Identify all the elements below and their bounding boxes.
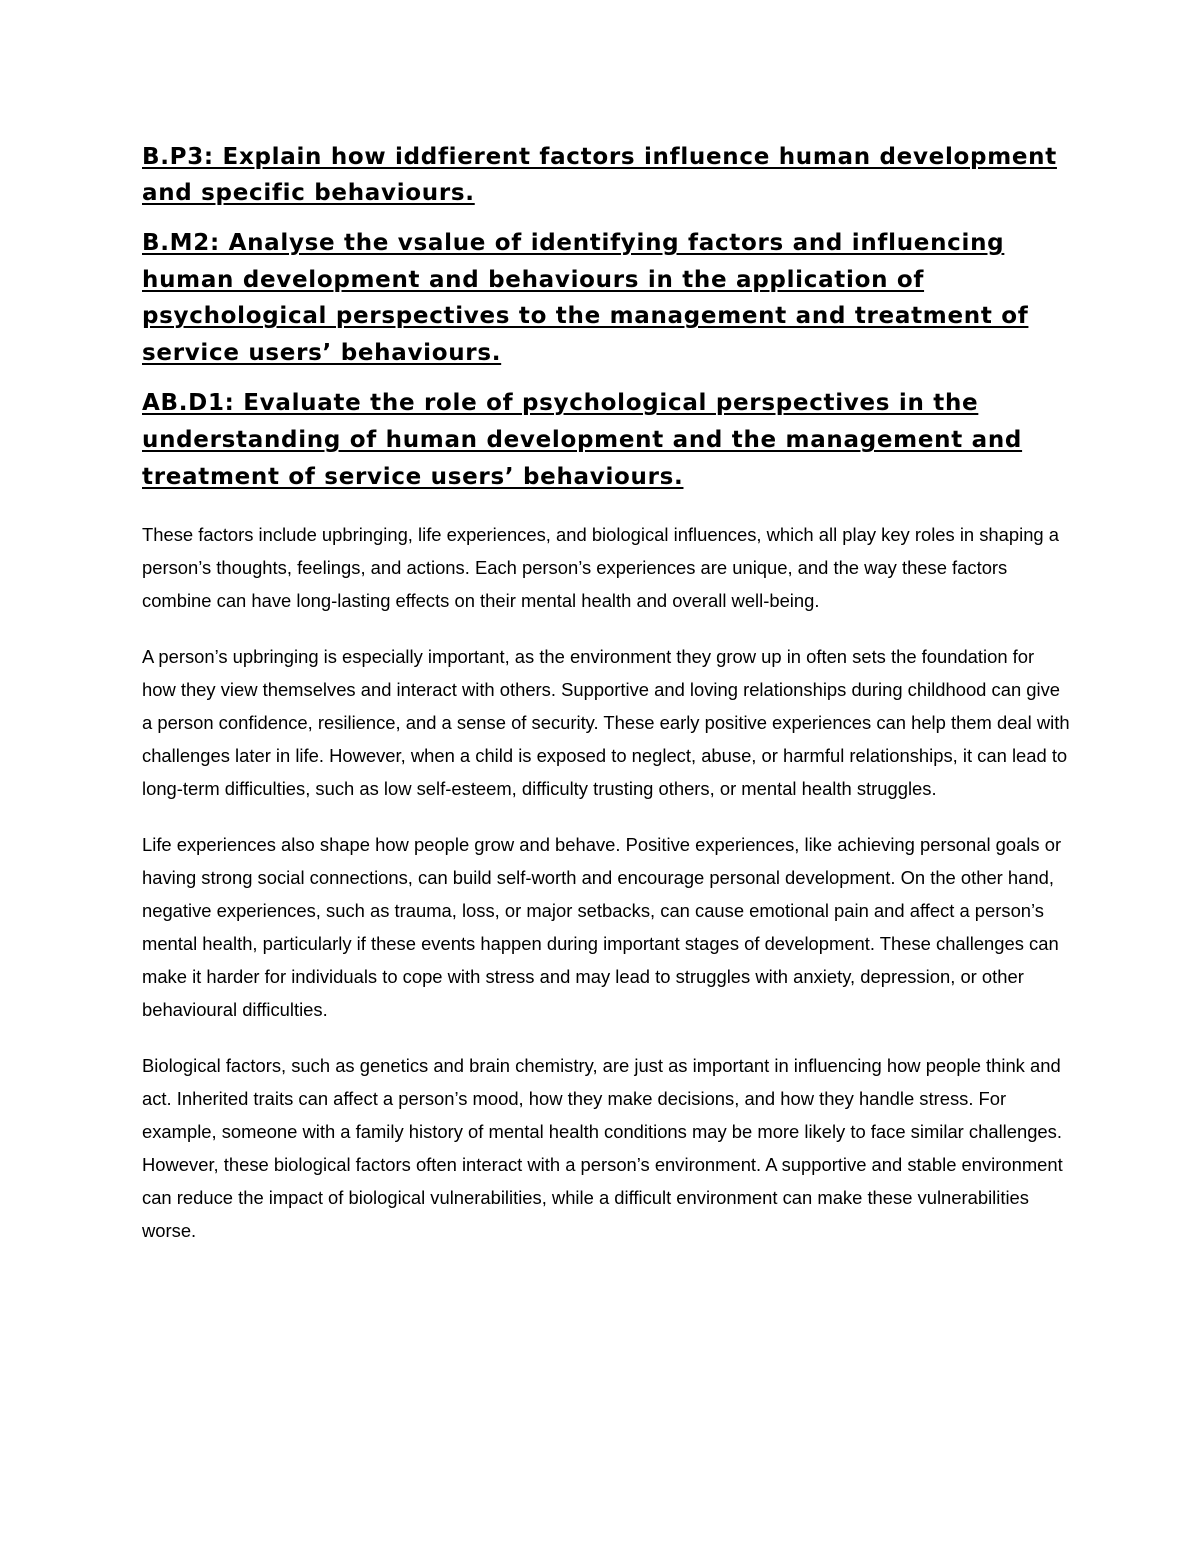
heading-abd1: AB.D1: Evaluate the role of psychological perspectives in the understanding of human development and the management and treatment of service users’ behaviours.	[142, 390, 1023, 490]
paragraph-upbringing: A person’s upbringing is especially important, as the environment they grow up in often sets the foundation for how they view themselves and interact with others. Supportive and loving relationships during childhood can give a person confidence, resilience, and a sense of security. These early positive experiences can help them deal with challenges later in life. However, when a child is exposed to neglect, abuse, or harmful relationships, it can lead to long-term difficulties, such as low self-esteem, difficulty trusting others, or mental health struggles.	[142, 646, 1070, 799]
paragraph-intro: These factors include upbringing, life experiences, and biological influences, which all play key roles in shaping a person’s thoughts, feelings, and actions. Each person’s experiences are unique, and the way these factors combine can have long-lasting effects on their mental health and overall well-being.	[142, 524, 1059, 611]
paragraph-biological-factors: Biological factors, such as genetics and brain chemistry, are just as important in influencing how people think and act. Inherited traits can affect a person’s mood, how they make decisions, and how they handle stress. For example, someone with a family history of mental health conditions may be more likely to face similar challenges. However, these biological factors often interact with a person’s environment. A supportive and stable environment can reduce the impact of biological vulnerabilities, while a difficult environment can make these vulnerabilities worse.	[142, 1055, 1063, 1241]
paragraph-life-experiences: Life experiences also shape how people grow and behave. Positive experiences, like achieving personal goals or having strong social connections, can build self-worth and encourage personal development. On the other hand, negative experiences, such as trauma, loss, or major setbacks, can cause emotional pain and affect a person’s mental health, particularly if these events happen during important stages of development. These challenges can make it harder for individuals to cope with stress and may lead to struggles with anxiety, depression, or other behavioural difficulties.	[142, 834, 1062, 1020]
heading-bm2: B.M2: Analyse the vsalue of identifying factors and influencing human development and behaviours in the application of psychological perspectives to the management and treatment of service users’ behaviours.	[142, 230, 1029, 366]
heading-bp3: B.P3: Explain how iddfierent factors influence human development and specific behaviours.	[142, 144, 1057, 206]
document-body	[142, 139, 1072, 1270]
